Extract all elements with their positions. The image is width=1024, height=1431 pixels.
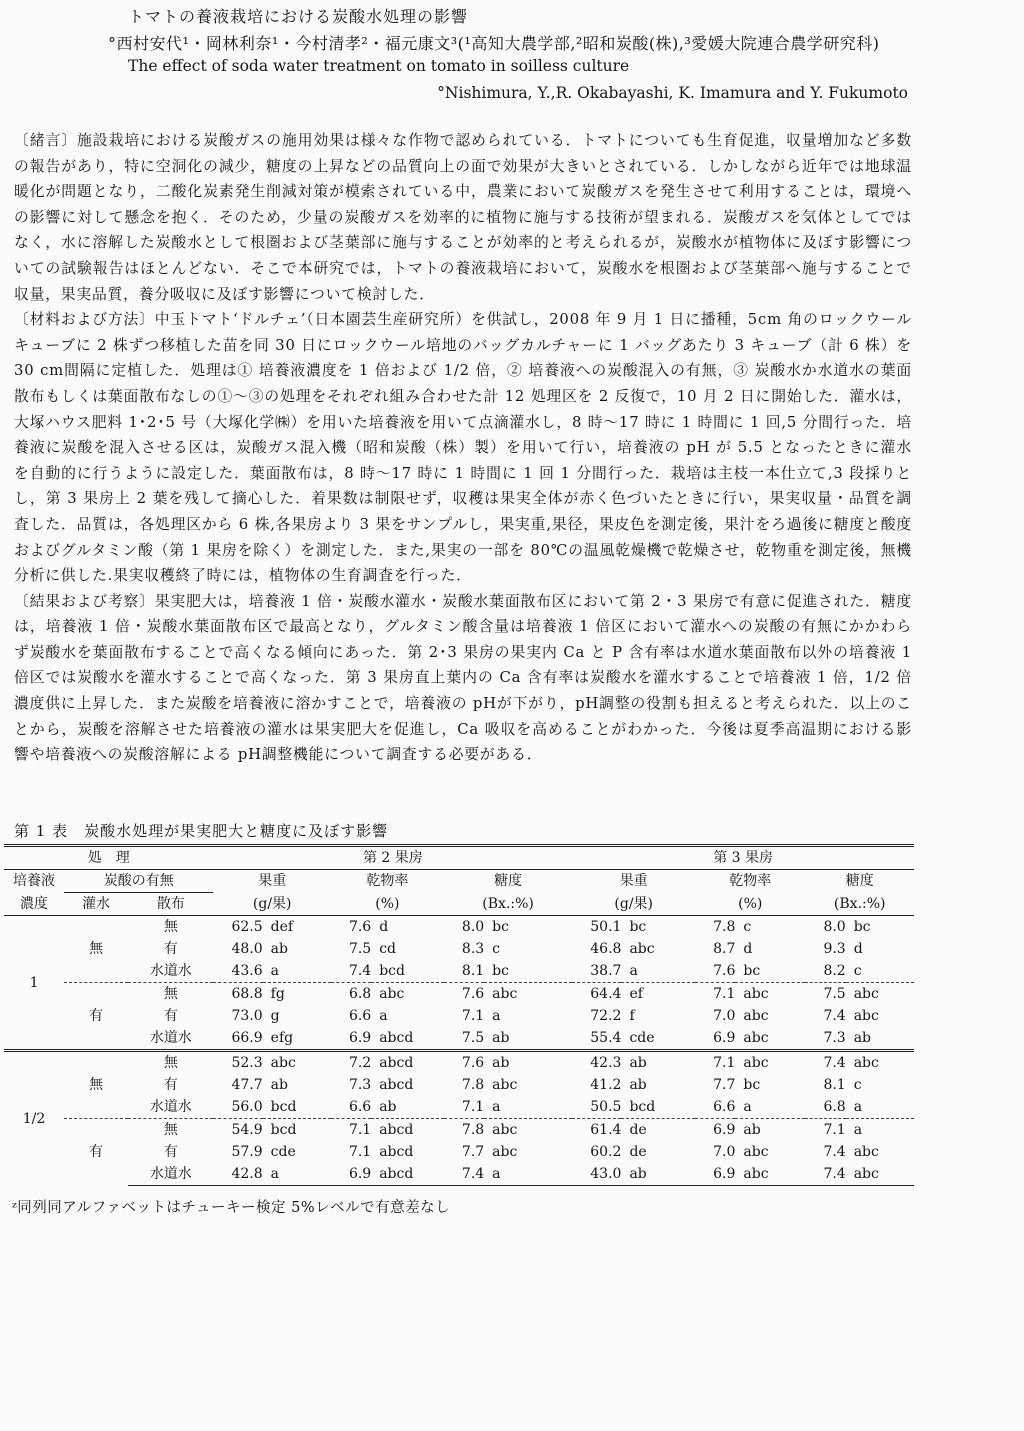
section-introduction: 〔緒言〕施設栽培における炭酸ガスの施用効果は様々な作物で認められている．トマトについても生育促進，収量増加など多数の報告があり，特に空洞化の減少，糖度の上昇などの品質向上の面で効果が大きいとされている．しかしながら近年では地球温暖化が問題となり，二酸化炭素発生削減対策が模索されている中，農業において炭酸ガスを発生させて利用することは，環境への影響に対して懸念を抱く．そのため，少量の炭酸ガスを効率的に植物に施与する技術が望まれる．炭酸ガスを気体としてではなく，水に溶解した炭酸水として根圏および茎葉部に施与することが効率的と考えられるが，炭酸水が植物体に及ぼす影響についての試験報告はほとんどない．そこで本研究では，トマトの養液栽培において，炭酸水を根圏および茎葉部へ施与することで収量，果実品質，養分吸収に及ぼす影響について検討した． [14, 132, 912, 303]
cell-d2-value: 7.3 [348, 1077, 372, 1093]
cell-d2-letters: abcd [379, 1144, 414, 1160]
cell-w2-letters: def [270, 919, 294, 935]
cell-b3-value: 7.4 [823, 1144, 846, 1160]
table-row [4, 1005, 914, 1027]
cell-d3-value: 8.7 [713, 941, 736, 957]
header-cluster-3: 第 3 果房 [572, 846, 914, 870]
cell-b2-value: 7.1 [461, 1008, 485, 1024]
cell-d3-value: 7.6 [713, 963, 736, 979]
cell-concentration: 1 [29, 974, 39, 991]
cell-b2-letters: bc [492, 963, 509, 979]
cell-b2-value: 8.1 [461, 963, 485, 979]
cell-d2-letters: abcd [379, 1077, 414, 1093]
cell-w2-letters: fg [263, 983, 331, 1006]
table-body [4, 916, 914, 1186]
authors-english: °Nishimura, Y.,R. Okabayashi, K. Imamura and Y. Fukumoto [437, 84, 908, 102]
cell-b2-letters: ab [492, 1030, 510, 1046]
cell-w2-value: 57.9 [231, 1144, 263, 1160]
cell-b2-value: 7.6 [444, 1051, 484, 1075]
cell-irrigation: 無 [64, 1051, 128, 1119]
cell-b3-letters: c [853, 963, 862, 979]
cell-d3-letters: abc [735, 1163, 805, 1186]
cell-d3-letters: bc [743, 1077, 761, 1093]
title-japanese: トマトの養液栽培における炭酸水処理の影響 [128, 7, 469, 26]
cell-w3-letters: de [629, 1144, 647, 1160]
cell-w3-letters: cde [629, 1030, 655, 1046]
cell-b2-letters: abc [492, 1144, 518, 1160]
cell-d3-value: 7.8 [713, 919, 736, 935]
section-methods: 〔材料および方法〕中玉トマト‘ドルチェ’（日本園芸生産研究所）を供試し，2008 年 9 月 1 日に播種，5cm 角のロックウールキューブに 2 株ずつ移植した苗を同 30 日にロックウール培地のバッグカルチャーに 1 バッグあたり 3 キューブ（計 6 株）を 30 cm間隔に定植した．処理は① 培養液濃度を 1 倍および 1/2 倍，② 培養液への炭酸混入の有無，③ 炭酸水か水道水の葉面散布もしくは葉面散布なしの①～③の処理をそれぞれ組み合わせた計 12 処理区を 2 反復で，10 月 2 日に開始した．灌水は，大塚ハウス肥料 1･2･5 号（大塚化学㈱）を用いた培養液を用いて点滴灌水し，8 時～17 時に 1 時間に 1 回,5 分間行った．培養液に炭酸を混入させる区は，炭酸ガス混入機（昭和炭酸（株）製）を用いて行い，培養液の pH が 5.5 となったときに灌水を自動的に行うように設定した．葉面散布は，8 時～17 時に 1 時間に 1 回 1 分間行った．栽培は主枝一本仕立て,3 段採りとし，第 3 果房上 2 葉を残して摘心した．着果数は制限せず，収穫は果実全体が赤く色づいたときに行い，果実収量・品質を調査した．品質は，各処理区から 6 株,各果房より 3 果をサンプルし，果実重,果径，果皮色を測定後，果汁をろ過後に糖度と酸度およびグルタミン酸（第 1 果房を除く）を測定した．また,果実の一部を 80℃の温風乾燥機で乾燥させ，乾物重を測定後，無機分析に供した.果実収穫終了時には，植物体の生育調査を行った． [14, 311, 912, 585]
cell-d2-value: 6.6 [348, 1008, 372, 1024]
header-treatment: 処 理 [4, 846, 213, 870]
cell-w2-letters: ab [270, 941, 288, 957]
cell-b3-value: 7.4 [823, 1008, 846, 1024]
cell-b3-letters: ab [853, 1030, 872, 1046]
cell-b2-letters: abc [484, 983, 572, 1006]
header-brix-unit-2: (Bx.:%) [444, 893, 572, 916]
cell-b3-letters: abc [853, 1144, 879, 1160]
cell-w2-letters: a [270, 963, 280, 979]
table-row [4, 983, 914, 1006]
cell-spray: 水道水 [149, 1099, 192, 1115]
cell-w3-value: 61.4 [572, 1119, 621, 1142]
cell-w2-value: 66.9 [231, 1030, 263, 1046]
header-drymatter-unit-3: (%) [695, 893, 805, 916]
cell-d2-value: 6.9 [348, 1030, 372, 1046]
cell-b3-letters: d [853, 941, 863, 957]
cell-d2-letters: abcd [371, 1163, 444, 1186]
table-row [4, 960, 914, 983]
cell-d2-letters: bcd [379, 963, 405, 979]
cell-d3-value: 6.6 [713, 1099, 736, 1115]
cell-d3-letters: abc [735, 983, 805, 1006]
table-caption: 第 1 表 炭酸水処理が果実肥大と糖度に及ぼす影響 [14, 822, 389, 840]
cell-w3-letters: ab [621, 1163, 695, 1186]
cell-b3-value: 8.2 [823, 963, 846, 979]
cell-w3-letters: ab [629, 1077, 647, 1093]
cell-b2-value: 7.8 [461, 1077, 485, 1093]
cell-w3-value: 50.1 [590, 919, 622, 935]
cell-b2-value: 8.3 [461, 941, 485, 957]
table-row [4, 1051, 914, 1075]
header-drymatter-3: 乾物率 [729, 873, 772, 890]
cell-b2-letters: c [492, 941, 501, 957]
cell-b2-letters: a [492, 1099, 501, 1115]
table-row [4, 1027, 914, 1051]
cell-b2-value: 7.1 [461, 1099, 485, 1115]
cell-b3-value: 7.4 [805, 1163, 845, 1186]
header-brix-2: 糖度 [494, 873, 523, 890]
table-row [4, 1141, 914, 1163]
cell-d3-letters: abc [743, 1030, 769, 1046]
cell-d2-value: 6.6 [348, 1099, 372, 1115]
cell-w2-value: 43.6 [231, 963, 263, 979]
cell-spray: 有 [163, 941, 178, 957]
cell-spray: 有 [163, 1144, 178, 1160]
cell-d3-value: 6.9 [713, 1030, 736, 1046]
cell-d2-letters: d [379, 919, 389, 935]
cell-w3-value: 72.2 [590, 1008, 622, 1024]
header-spray: 散布 [128, 893, 213, 916]
cell-d2-value: 7.1 [348, 1144, 372, 1160]
cell-d2-value: 7.5 [348, 941, 372, 957]
cell-b3-value: 8.0 [823, 919, 846, 935]
header-brix-3: 糖度 [845, 873, 874, 890]
cell-spray: 無 [128, 1051, 213, 1075]
header-cluster-2: 第 2 果房 [213, 846, 572, 870]
cell-d3-letters: c [743, 919, 752, 935]
cell-irrigation: 有 [64, 1119, 128, 1186]
cell-w3-value: 41.2 [590, 1077, 622, 1093]
cell-spray: 有 [163, 1008, 178, 1024]
cell-w3-value: 43.0 [572, 1163, 621, 1186]
results-table [4, 844, 914, 1186]
cell-d3-value: 7.1 [695, 1051, 735, 1075]
cell-b3-value: 7.1 [805, 1119, 845, 1142]
cell-w3-value: 42.3 [572, 1051, 621, 1075]
header-weight-unit-3: (g/果) [572, 893, 695, 916]
header-concentration-b: 濃度 [4, 893, 64, 916]
table-row [4, 938, 914, 960]
cell-d2-value: 7.4 [348, 963, 372, 979]
cell-b3-letters: bc [853, 919, 871, 935]
cell-d2-letters: abc [371, 983, 444, 1006]
cell-b2-value: 7.5 [461, 1030, 485, 1046]
cell-w2-letters: abc [263, 1051, 331, 1075]
cell-w3-letters: abc [629, 941, 655, 957]
cell-w2-letters: efg [270, 1030, 294, 1046]
cell-b3-letters: abc [846, 1163, 914, 1186]
cell-d2-letters: abcd [371, 1051, 444, 1075]
cell-w3-value: 64.4 [572, 983, 621, 1006]
cell-w2-value: 42.8 [213, 1163, 262, 1186]
table-row [4, 1119, 914, 1142]
table-footnote: ᶻ同列同アルファベットはチューキー検定 5%レベルで有意差なし [12, 1200, 451, 1216]
table-row [4, 1163, 914, 1186]
cell-b3-value: 6.8 [823, 1099, 846, 1115]
header-weight-2: 果重 [258, 873, 287, 890]
cell-d3-value: 6.9 [695, 1119, 735, 1142]
cell-d2-value: 6.9 [331, 1163, 371, 1186]
cell-b3-letters: abc [846, 1051, 914, 1075]
cell-b3-value: 7.3 [823, 1030, 846, 1046]
cell-b3-letters: abc [853, 1008, 879, 1024]
cell-d3-value: 7.1 [695, 983, 735, 1006]
cell-b3-value: 8.1 [823, 1077, 846, 1093]
header-brix-unit-3: (Bx.:%) [805, 893, 914, 916]
cell-b2-value: 8.0 [461, 919, 485, 935]
cell-irrigation: 無 [89, 941, 104, 957]
cell-d2-value: 7.1 [331, 1119, 371, 1142]
cell-b3-letters: c [853, 1077, 862, 1093]
header-co2-presence: 炭酸の有無 [64, 870, 213, 893]
cell-w3-letters: bc [629, 919, 647, 935]
cell-w2-letters: a [263, 1163, 331, 1186]
authors-japanese: °西村安代¹・岡林利奈¹・今村清孝²・福元康文³(¹高知大農学部,²昭和炭酸(株),³愛媛大院連合農学研究科) [108, 34, 880, 53]
cell-d2-letters: ab [379, 1099, 397, 1115]
cell-d3-value: 7.0 [713, 1144, 736, 1160]
cell-d2-value: 7.6 [348, 919, 372, 935]
cell-w2-value: 48.0 [231, 941, 263, 957]
table-row [4, 1074, 914, 1096]
cell-b2-value: 7.8 [444, 1119, 484, 1142]
cell-w2-letters: ab [270, 1077, 288, 1093]
cell-w3-letters: bcd [629, 1099, 656, 1115]
cell-b2-value: 7.7 [461, 1144, 485, 1160]
cell-b2-letters: a [484, 1163, 572, 1186]
cell-w2-value: 52.3 [213, 1051, 262, 1075]
cell-d3-value: 6.9 [695, 1163, 735, 1186]
cell-w3-letters: de [621, 1119, 695, 1142]
cell-w3-value: 38.7 [590, 963, 622, 979]
cell-b2-letters: ab [484, 1051, 572, 1075]
cell-d3-letters: ab [735, 1119, 805, 1142]
cell-b2-letters: bc [492, 919, 509, 935]
cell-b2-letters: a [492, 1008, 501, 1024]
cell-spray: 水道水 [149, 1030, 192, 1046]
cell-spray: 水道水 [128, 1163, 213, 1186]
cell-w3-letters: ab [621, 1051, 695, 1075]
table-row [4, 916, 914, 939]
title-english: The effect of soda water treatment on tomato in soilless culture [128, 57, 630, 75]
cell-w3-value: 46.8 [590, 941, 622, 957]
cell-w2-value: 54.9 [213, 1119, 262, 1142]
cell-w3-value: 55.4 [590, 1030, 622, 1046]
cell-b2-letters: abc [492, 1077, 518, 1093]
cell-spray: 無 [128, 1119, 213, 1142]
cell-b2-value: 7.6 [444, 983, 484, 1006]
cell-spray: 無 [163, 919, 178, 935]
cell-d3-letters: abc [735, 1051, 805, 1075]
cell-d3-letters: abc [743, 1144, 769, 1160]
cell-b3-value: 7.4 [805, 1051, 845, 1075]
cell-w2-value: 68.8 [213, 983, 262, 1006]
cell-d3-letters: d [743, 941, 753, 957]
cell-b3-value: 9.3 [823, 941, 846, 957]
cell-b2-letters: abc [484, 1119, 572, 1142]
cell-d3-value: 7.7 [713, 1077, 736, 1093]
header-weight-unit-2: (g/果) [213, 893, 330, 916]
cell-d2-letters: cd [379, 941, 397, 957]
header-weight-3: 果重 [619, 873, 648, 890]
cell-b2-value: 7.4 [444, 1163, 484, 1186]
cell-d2-letters: abcd [371, 1119, 444, 1142]
cell-w2-letters: cde [270, 1144, 296, 1160]
cell-b3-value: 7.5 [805, 983, 845, 1006]
cell-w2-value: 62.5 [231, 919, 263, 935]
abstract-body [14, 128, 912, 768]
cell-w2-letters: bcd [270, 1099, 297, 1115]
cell-d3-letters: bc [743, 963, 761, 979]
cell-w3-letters: ef [621, 983, 695, 1006]
header-concentration-a: 培養液 [13, 873, 56, 890]
cell-d3-letters: a [743, 1099, 752, 1115]
cell-w2-value: 47.7 [231, 1077, 263, 1093]
cell-spray: 無 [128, 983, 213, 1006]
header-drymatter-2: 乾物率 [366, 873, 409, 890]
cell-w3-value: 50.5 [590, 1099, 622, 1115]
cell-d2-value: 6.8 [331, 983, 371, 1006]
cell-spray: 水道水 [149, 963, 192, 979]
cell-w2-value: 73.0 [231, 1008, 263, 1024]
cell-irrigation: 有 [64, 983, 128, 1051]
cell-d3-value: 7.0 [713, 1008, 736, 1024]
cell-d2-letters: a [379, 1008, 388, 1024]
cell-w3-letters: f [629, 1008, 635, 1024]
cell-d2-letters: abcd [379, 1030, 414, 1046]
cell-w3-letters: a [629, 963, 638, 979]
cell-w2-value: 56.0 [231, 1099, 263, 1115]
table-row [4, 1096, 914, 1119]
cell-w3-value: 60.2 [590, 1144, 622, 1160]
cell-b3-letters: a [846, 1119, 914, 1142]
cell-d3-letters: abc [743, 1008, 769, 1024]
cell-spray: 有 [163, 1077, 178, 1093]
cell-d2-value: 7.2 [331, 1051, 371, 1075]
cell-b3-letters: abc [846, 983, 914, 1006]
header-irrigation: 灌水 [64, 893, 128, 916]
header-drymatter-unit-2: (%) [331, 893, 444, 916]
cell-concentration: 1/2 [4, 1051, 64, 1186]
cell-w2-letters: g [270, 1008, 280, 1024]
section-results: 〔結果および考察〕果実肥大は，培養液 1 倍・炭酸水灌水・炭酸水葉面散布区において第 2・3 果房で有意に促進された．糖度は，培養液 1 倍・炭酸水葉面散布区で最高となり，グルタミン酸含量は培養液 1 倍区において灌水への炭酸の有無にかかわらず炭酸水を葉面散布することで高くなる傾向にあった．第 2･3 果房の果実内 Ca と P 含有率は水道水葉面散布以外の培養液 1 倍区では炭酸水を灌水することで高くなった．第 3 果房直上葉内の Ca 含有率は炭酸水を灌水することで培養液 1 倍，1/2 倍濃度供に上昇した．また炭酸を培養液に溶かすことで，培養液の pHが下がり，pH調整の役割も担えると考えられた．以上のことから，炭酸を溶解させた培養液の灌水は果実肥大を促進し，Ca 吸収を高めることがわかった．今後は夏季高温期における影響や培養液への炭酸溶解による pH調整機能について調査する必要がある． [14, 592, 912, 764]
cell-b3-letters: a [853, 1099, 863, 1115]
cell-w2-letters: bcd [263, 1119, 331, 1142]
